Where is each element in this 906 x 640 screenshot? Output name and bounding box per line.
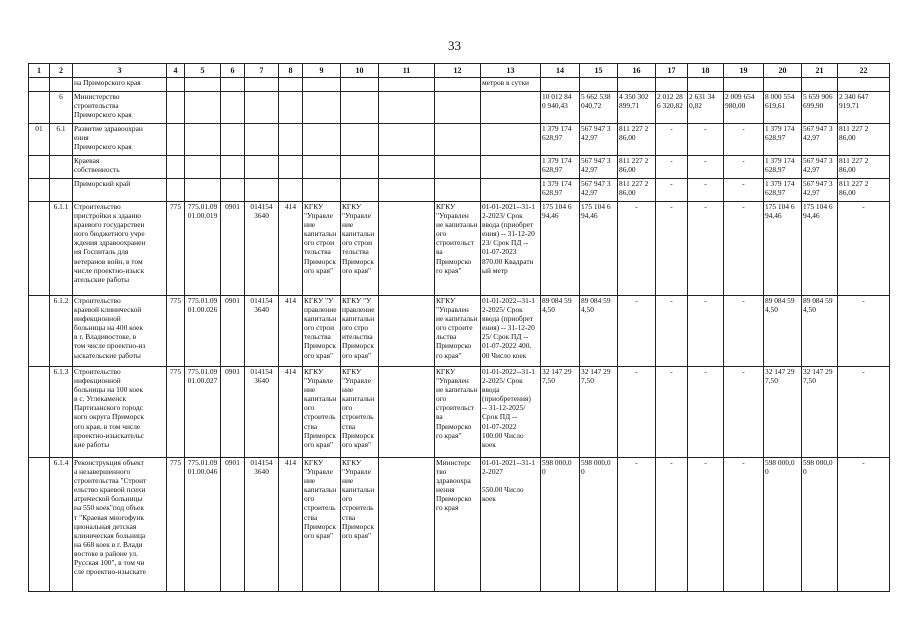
table-cell: 775 bbox=[167, 458, 185, 592]
column-header: 20 bbox=[764, 64, 802, 78]
table-row bbox=[29, 296, 890, 367]
column-header: 22 bbox=[838, 64, 890, 78]
table-cell bbox=[245, 179, 279, 202]
table-cell: 567 947 3 42,97 bbox=[580, 179, 618, 202]
table-cell bbox=[379, 124, 435, 156]
table-cell: Развитие здравоохран ения Приморского края bbox=[73, 124, 167, 156]
table-cell bbox=[838, 78, 890, 92]
table-cell bbox=[341, 124, 379, 156]
table-cell: на Приморского края bbox=[73, 78, 167, 92]
table-cell: КГКУ "Управле ние капитальн ого строитель ства Приморск ого края" bbox=[303, 367, 341, 458]
column-header: 17 bbox=[656, 64, 688, 78]
table-cell: - bbox=[688, 179, 724, 202]
table-row bbox=[29, 124, 890, 156]
table-cell: 775.01.09 01.00.027 bbox=[185, 367, 221, 458]
table-cell bbox=[167, 78, 185, 92]
table-cell: 775.01.09 01.00.019 bbox=[185, 202, 221, 296]
table-cell bbox=[303, 124, 341, 156]
table-cell: - bbox=[656, 458, 688, 592]
program-table bbox=[28, 63, 890, 592]
table-cell: 014154 3640 bbox=[245, 458, 279, 592]
table-cell: - bbox=[724, 202, 764, 296]
table-cell bbox=[341, 156, 379, 179]
table-cell bbox=[245, 156, 279, 179]
table-cell: 175 104 6 94,46 bbox=[764, 202, 802, 296]
table-cell: КГКУ "Управле ние капитальн ого строитель ства Приморск ого края" bbox=[303, 458, 341, 592]
table-cell: 2 012 28 6 320,82 bbox=[656, 92, 688, 124]
table-cell: КГКУ "Управле ние капитальн ого строи тельства Приморск ого края" bbox=[341, 202, 379, 296]
table-cell bbox=[29, 92, 50, 124]
column-header: 18 bbox=[688, 64, 724, 78]
table-cell: 8 000 554 619,61 bbox=[764, 92, 802, 124]
table-cell: 811 227 2 86,00 bbox=[838, 156, 890, 179]
table-cell: 01-01-2021--31-1 2-2023/ Срок ввода (приобрет ения) -- 31-12-20 23/ Срок ПД -- 01-07-2023 870.00 Квадратн ый метр bbox=[481, 202, 541, 296]
column-header: 7 bbox=[245, 64, 279, 78]
table-cell: - bbox=[618, 458, 656, 592]
table-cell bbox=[221, 78, 245, 92]
table-cell: 01 bbox=[29, 124, 50, 156]
table-cell bbox=[29, 202, 50, 296]
table-cell bbox=[379, 179, 435, 202]
table-cell: - bbox=[618, 296, 656, 367]
table-cell bbox=[245, 78, 279, 92]
table-cell bbox=[185, 78, 221, 92]
table-cell bbox=[303, 156, 341, 179]
table-cell: Строительство пристройки к здааию краевого государствен ного бюджетного учре ждения здравоохранен ия Госпиталь для ветеранов войн, в том числе проектно-изыск ательские работы bbox=[73, 202, 167, 296]
table-cell: метров в сутки bbox=[481, 78, 541, 92]
column-header: 11 bbox=[379, 64, 435, 78]
table-cell bbox=[379, 92, 435, 124]
table-row bbox=[29, 92, 890, 124]
header-row bbox=[29, 64, 890, 78]
table-cell: Строительство инфекционной больницы на 100 коек в с. Углекаменск Партизанского городс кого округа Приморск ого края, в том числе проектно-изыскательс кие работы bbox=[73, 367, 167, 458]
table-cell bbox=[541, 78, 580, 92]
table-row bbox=[29, 179, 890, 202]
column-header: 9 bbox=[303, 64, 341, 78]
table-cell bbox=[379, 156, 435, 179]
table-cell: 0901 bbox=[221, 296, 245, 367]
table-cell: 175 104 6 94,46 bbox=[580, 202, 618, 296]
table-cell: - bbox=[688, 202, 724, 296]
table-cell bbox=[185, 92, 221, 124]
table-cell: 89 084 59 4,50 bbox=[541, 296, 580, 367]
table-cell: - bbox=[688, 367, 724, 458]
table-cell: КГКУ "Управлен ие капитальн ого строительст ва Приморско го края" bbox=[435, 367, 481, 458]
table-cell: 175 104 6 94,46 bbox=[802, 202, 838, 296]
table-cell: 567 947 3 42,97 bbox=[802, 124, 838, 156]
table-cell bbox=[580, 78, 618, 92]
table-cell: - bbox=[656, 179, 688, 202]
table-cell: 2 009 654 980,00 bbox=[724, 92, 764, 124]
table-row bbox=[29, 78, 890, 92]
table-cell: - bbox=[688, 124, 724, 156]
table-cell: КГКУ "Управлен ие капитальн ого строите льства Приморско го края" bbox=[435, 296, 481, 367]
table-cell bbox=[379, 296, 435, 367]
table-cell: 6.1 bbox=[50, 124, 73, 156]
table-cell: - bbox=[618, 202, 656, 296]
table-cell bbox=[279, 156, 303, 179]
table-cell bbox=[185, 179, 221, 202]
table-cell bbox=[50, 179, 73, 202]
table-cell bbox=[435, 92, 481, 124]
table-cell: 89 084 59 4,50 bbox=[764, 296, 802, 367]
table-cell: - bbox=[724, 367, 764, 458]
table-cell bbox=[185, 156, 221, 179]
table-cell: 6.1.3 bbox=[50, 367, 73, 458]
column-header: 1 bbox=[29, 64, 50, 78]
table-cell bbox=[221, 156, 245, 179]
table-cell: 811 227 2 86,00 bbox=[838, 179, 890, 202]
column-header: 15 bbox=[580, 64, 618, 78]
table-cell: 0901 bbox=[221, 202, 245, 296]
table-cell: 5 662 538 040,72 bbox=[580, 92, 618, 124]
table-cell: 014154 3640 bbox=[245, 367, 279, 458]
table-cell: 6.1.2 bbox=[50, 296, 73, 367]
table-cell bbox=[481, 156, 541, 179]
table-row bbox=[29, 202, 890, 296]
table-cell: - bbox=[656, 202, 688, 296]
table-cell: - bbox=[656, 367, 688, 458]
table-cell: 0901 bbox=[221, 458, 245, 592]
table-cell bbox=[341, 179, 379, 202]
table-cell: 4 350 302 899,71 bbox=[618, 92, 656, 124]
table-cell: 1 379 174 628,97 bbox=[764, 156, 802, 179]
table-cell: - bbox=[838, 458, 890, 592]
table-cell: КГКУ "Управле ние капитальн ого строи тельства Приморск ого края" bbox=[303, 202, 341, 296]
table-cell: Министерство строительства Приморского края bbox=[73, 92, 167, 124]
table-cell bbox=[618, 78, 656, 92]
table-cell: - bbox=[724, 124, 764, 156]
table-row bbox=[29, 156, 890, 179]
table-cell: 6 bbox=[50, 92, 73, 124]
table-cell bbox=[303, 179, 341, 202]
table-cell bbox=[435, 179, 481, 202]
table-cell bbox=[481, 92, 541, 124]
table-cell: 014154 3640 bbox=[245, 296, 279, 367]
table-cell: 2 340 647 919,71 bbox=[838, 92, 890, 124]
table-cell bbox=[50, 156, 73, 179]
table-cell bbox=[764, 78, 802, 92]
table-cell bbox=[688, 78, 724, 92]
table-cell: КГКУ "Управле ние капитальн ого строитель ства Приморск ого края" bbox=[341, 458, 379, 592]
table-cell bbox=[245, 92, 279, 124]
table-cell bbox=[435, 78, 481, 92]
column-header: 8 bbox=[279, 64, 303, 78]
table-cell bbox=[279, 124, 303, 156]
table-cell bbox=[29, 458, 50, 592]
table-cell: 10 012 84 0 940,43 bbox=[541, 92, 580, 124]
column-header: 21 bbox=[802, 64, 838, 78]
table-cell bbox=[341, 92, 379, 124]
table-cell: - bbox=[724, 156, 764, 179]
table-cell: - bbox=[618, 367, 656, 458]
table-cell bbox=[303, 92, 341, 124]
table-cell bbox=[379, 202, 435, 296]
table-cell: - bbox=[838, 296, 890, 367]
table-cell bbox=[29, 367, 50, 458]
table-cell: 567 947 3 42,97 bbox=[580, 124, 618, 156]
table-cell: 1 379 174 628,97 bbox=[764, 179, 802, 202]
table-cell: - bbox=[838, 202, 890, 296]
table-cell: 598 000,0 0 bbox=[580, 458, 618, 592]
column-header: 14 bbox=[541, 64, 580, 78]
table-cell: - bbox=[656, 156, 688, 179]
table-cell bbox=[724, 78, 764, 92]
table-cell: - bbox=[838, 367, 890, 458]
table-cell: 89 084 59 4,50 bbox=[580, 296, 618, 367]
table-cell: КГКУ "У правление капитальн ого строи тельства Приморск ого края" bbox=[303, 296, 341, 367]
table-cell: Краевая собственность bbox=[73, 156, 167, 179]
table-cell: 1 379 174 628,97 bbox=[541, 124, 580, 156]
table-cell: - bbox=[656, 124, 688, 156]
column-header: 13 bbox=[481, 64, 541, 78]
column-header: 12 bbox=[435, 64, 481, 78]
table-cell bbox=[29, 78, 50, 92]
table-cell bbox=[167, 156, 185, 179]
table-cell: КГКУ "У правление капитальн ого стро ительства Приморск ого края" bbox=[341, 296, 379, 367]
table-row bbox=[29, 458, 890, 592]
table-cell: 1 379 174 628,97 bbox=[764, 124, 802, 156]
table-cell: 01-01-2022--31-1 2-2025/ Срок ввода (приобретения) -- 31-12-2025/ Срок ПД -- 01-07-2022 100.00 Число коек bbox=[481, 367, 541, 458]
table-cell: 32 147 29 7,50 bbox=[580, 367, 618, 458]
table-cell: - bbox=[688, 156, 724, 179]
table-cell bbox=[379, 458, 435, 592]
table-cell bbox=[221, 124, 245, 156]
table-cell: 6.1.1 bbox=[50, 202, 73, 296]
table-cell: 01-01-2021--31-1 2-2027 550.00 Число коек bbox=[481, 458, 541, 592]
table-cell: 414 bbox=[279, 367, 303, 458]
column-header: 19 bbox=[724, 64, 764, 78]
table-cell: 32 147 29 7,50 bbox=[764, 367, 802, 458]
column-header: 4 bbox=[167, 64, 185, 78]
table-cell bbox=[279, 78, 303, 92]
table-cell: - bbox=[724, 179, 764, 202]
table-cell: 598 000,0 0 bbox=[541, 458, 580, 592]
table-cell: 175 104 6 94,46 bbox=[541, 202, 580, 296]
table-cell bbox=[221, 179, 245, 202]
table-row bbox=[29, 367, 890, 458]
table-cell bbox=[481, 179, 541, 202]
table-cell: - bbox=[724, 458, 764, 592]
table-cell: 811 227 2 86,00 bbox=[618, 156, 656, 179]
table-cell: 811 227 2 86,00 bbox=[618, 179, 656, 202]
table-cell: 5 659 906 699,90 bbox=[802, 92, 838, 124]
table-cell bbox=[656, 78, 688, 92]
table-cell bbox=[481, 124, 541, 156]
table-cell bbox=[379, 78, 435, 92]
table-cell: 32 147 29 7,50 bbox=[802, 367, 838, 458]
table-cell bbox=[167, 92, 185, 124]
column-header: 3 bbox=[73, 64, 167, 78]
table-cell: 811 227 2 86,00 bbox=[618, 124, 656, 156]
table-cell bbox=[279, 92, 303, 124]
table-cell: 567 947 3 42,97 bbox=[580, 156, 618, 179]
table-cell: Строительство краевой клинической инфекционной больницы на 400 коек в г. Владивостоке, в том числе проектно-из ыскательские работы bbox=[73, 296, 167, 367]
table-cell: - bbox=[688, 296, 724, 367]
table-cell bbox=[29, 296, 50, 367]
table-cell: Реконструкция объект а незавершенного строительства "Стронт ельство краевой психи атрической больницы на 550 коек"под объек т "Краевая многофунк циональная детская клиническая больница на 668 коек в г. Влади востоке в районе ул. Русская 100", в том чи сле проектно-изыскате bbox=[73, 458, 167, 592]
table-cell: 567 947 3 42,97 bbox=[802, 156, 838, 179]
table-cell bbox=[29, 156, 50, 179]
table-cell: 598 000,0 0 bbox=[764, 458, 802, 592]
table-cell: - bbox=[688, 458, 724, 592]
table-cell bbox=[29, 179, 50, 202]
table-cell bbox=[303, 78, 341, 92]
table-cell: 414 bbox=[279, 296, 303, 367]
table-cell bbox=[50, 78, 73, 92]
table-cell bbox=[435, 124, 481, 156]
table-cell: 32 147 29 7,50 bbox=[541, 367, 580, 458]
table-cell: 775 bbox=[167, 202, 185, 296]
column-header: 2 bbox=[50, 64, 73, 78]
table-cell: 01-01-2022--31-1 2-2025/ Срок ввода (приобрет ения) -- 31-12-20 25/ Срок ПД -- 01-07-2022 400. 00 Число коек bbox=[481, 296, 541, 367]
table-cell: 775.01.09 01.00.026 bbox=[185, 296, 221, 367]
table-cell: 414 bbox=[279, 202, 303, 296]
table-cell: 6.1.4 bbox=[50, 458, 73, 592]
column-header: 5 bbox=[185, 64, 221, 78]
column-header: 16 bbox=[618, 64, 656, 78]
table-cell bbox=[245, 124, 279, 156]
table-cell: 598 000,0 0 bbox=[802, 458, 838, 592]
column-header: 6 bbox=[221, 64, 245, 78]
table-cell: 1 379 174 628,97 bbox=[541, 179, 580, 202]
table-cell: Приморский край bbox=[73, 179, 167, 202]
table-cell: КГКУ "Управле ние капитальн ого строитель ства Приморск ого края" bbox=[341, 367, 379, 458]
page-number: 33 bbox=[448, 38, 461, 53]
table-cell bbox=[435, 156, 481, 179]
column-header: 10 bbox=[341, 64, 379, 78]
table-cell: 775 bbox=[167, 296, 185, 367]
table-cell: - bbox=[724, 296, 764, 367]
table-cell bbox=[167, 179, 185, 202]
table-cell bbox=[802, 78, 838, 92]
table-cell bbox=[221, 92, 245, 124]
table-cell: КГКУ "Управлен ие капитальн ого строительст ва Приморско го края" bbox=[435, 202, 481, 296]
table-cell: 811 227 2 86,00 bbox=[838, 124, 890, 156]
table-cell bbox=[167, 124, 185, 156]
table-cell: 775 bbox=[167, 367, 185, 458]
table-cell: 775.01.09 01.00.046 bbox=[185, 458, 221, 592]
table-cell: 014154 3640 bbox=[245, 202, 279, 296]
table-cell bbox=[341, 78, 379, 92]
table-cell bbox=[279, 179, 303, 202]
table-cell: - bbox=[656, 296, 688, 367]
table-cell: 0901 bbox=[221, 367, 245, 458]
table-cell: 2 631 34 0,82 bbox=[688, 92, 724, 124]
table-cell: 89 084 59 4,50 bbox=[802, 296, 838, 367]
table-cell: Министерс тво здравоохра нения Приморско го края bbox=[435, 458, 481, 592]
table-cell: 414 bbox=[279, 458, 303, 592]
table-cell bbox=[185, 124, 221, 156]
table-cell bbox=[379, 367, 435, 458]
table-cell: 567 947 3 42,97 bbox=[802, 179, 838, 202]
table-cell: 1 379 174 628,97 bbox=[541, 156, 580, 179]
